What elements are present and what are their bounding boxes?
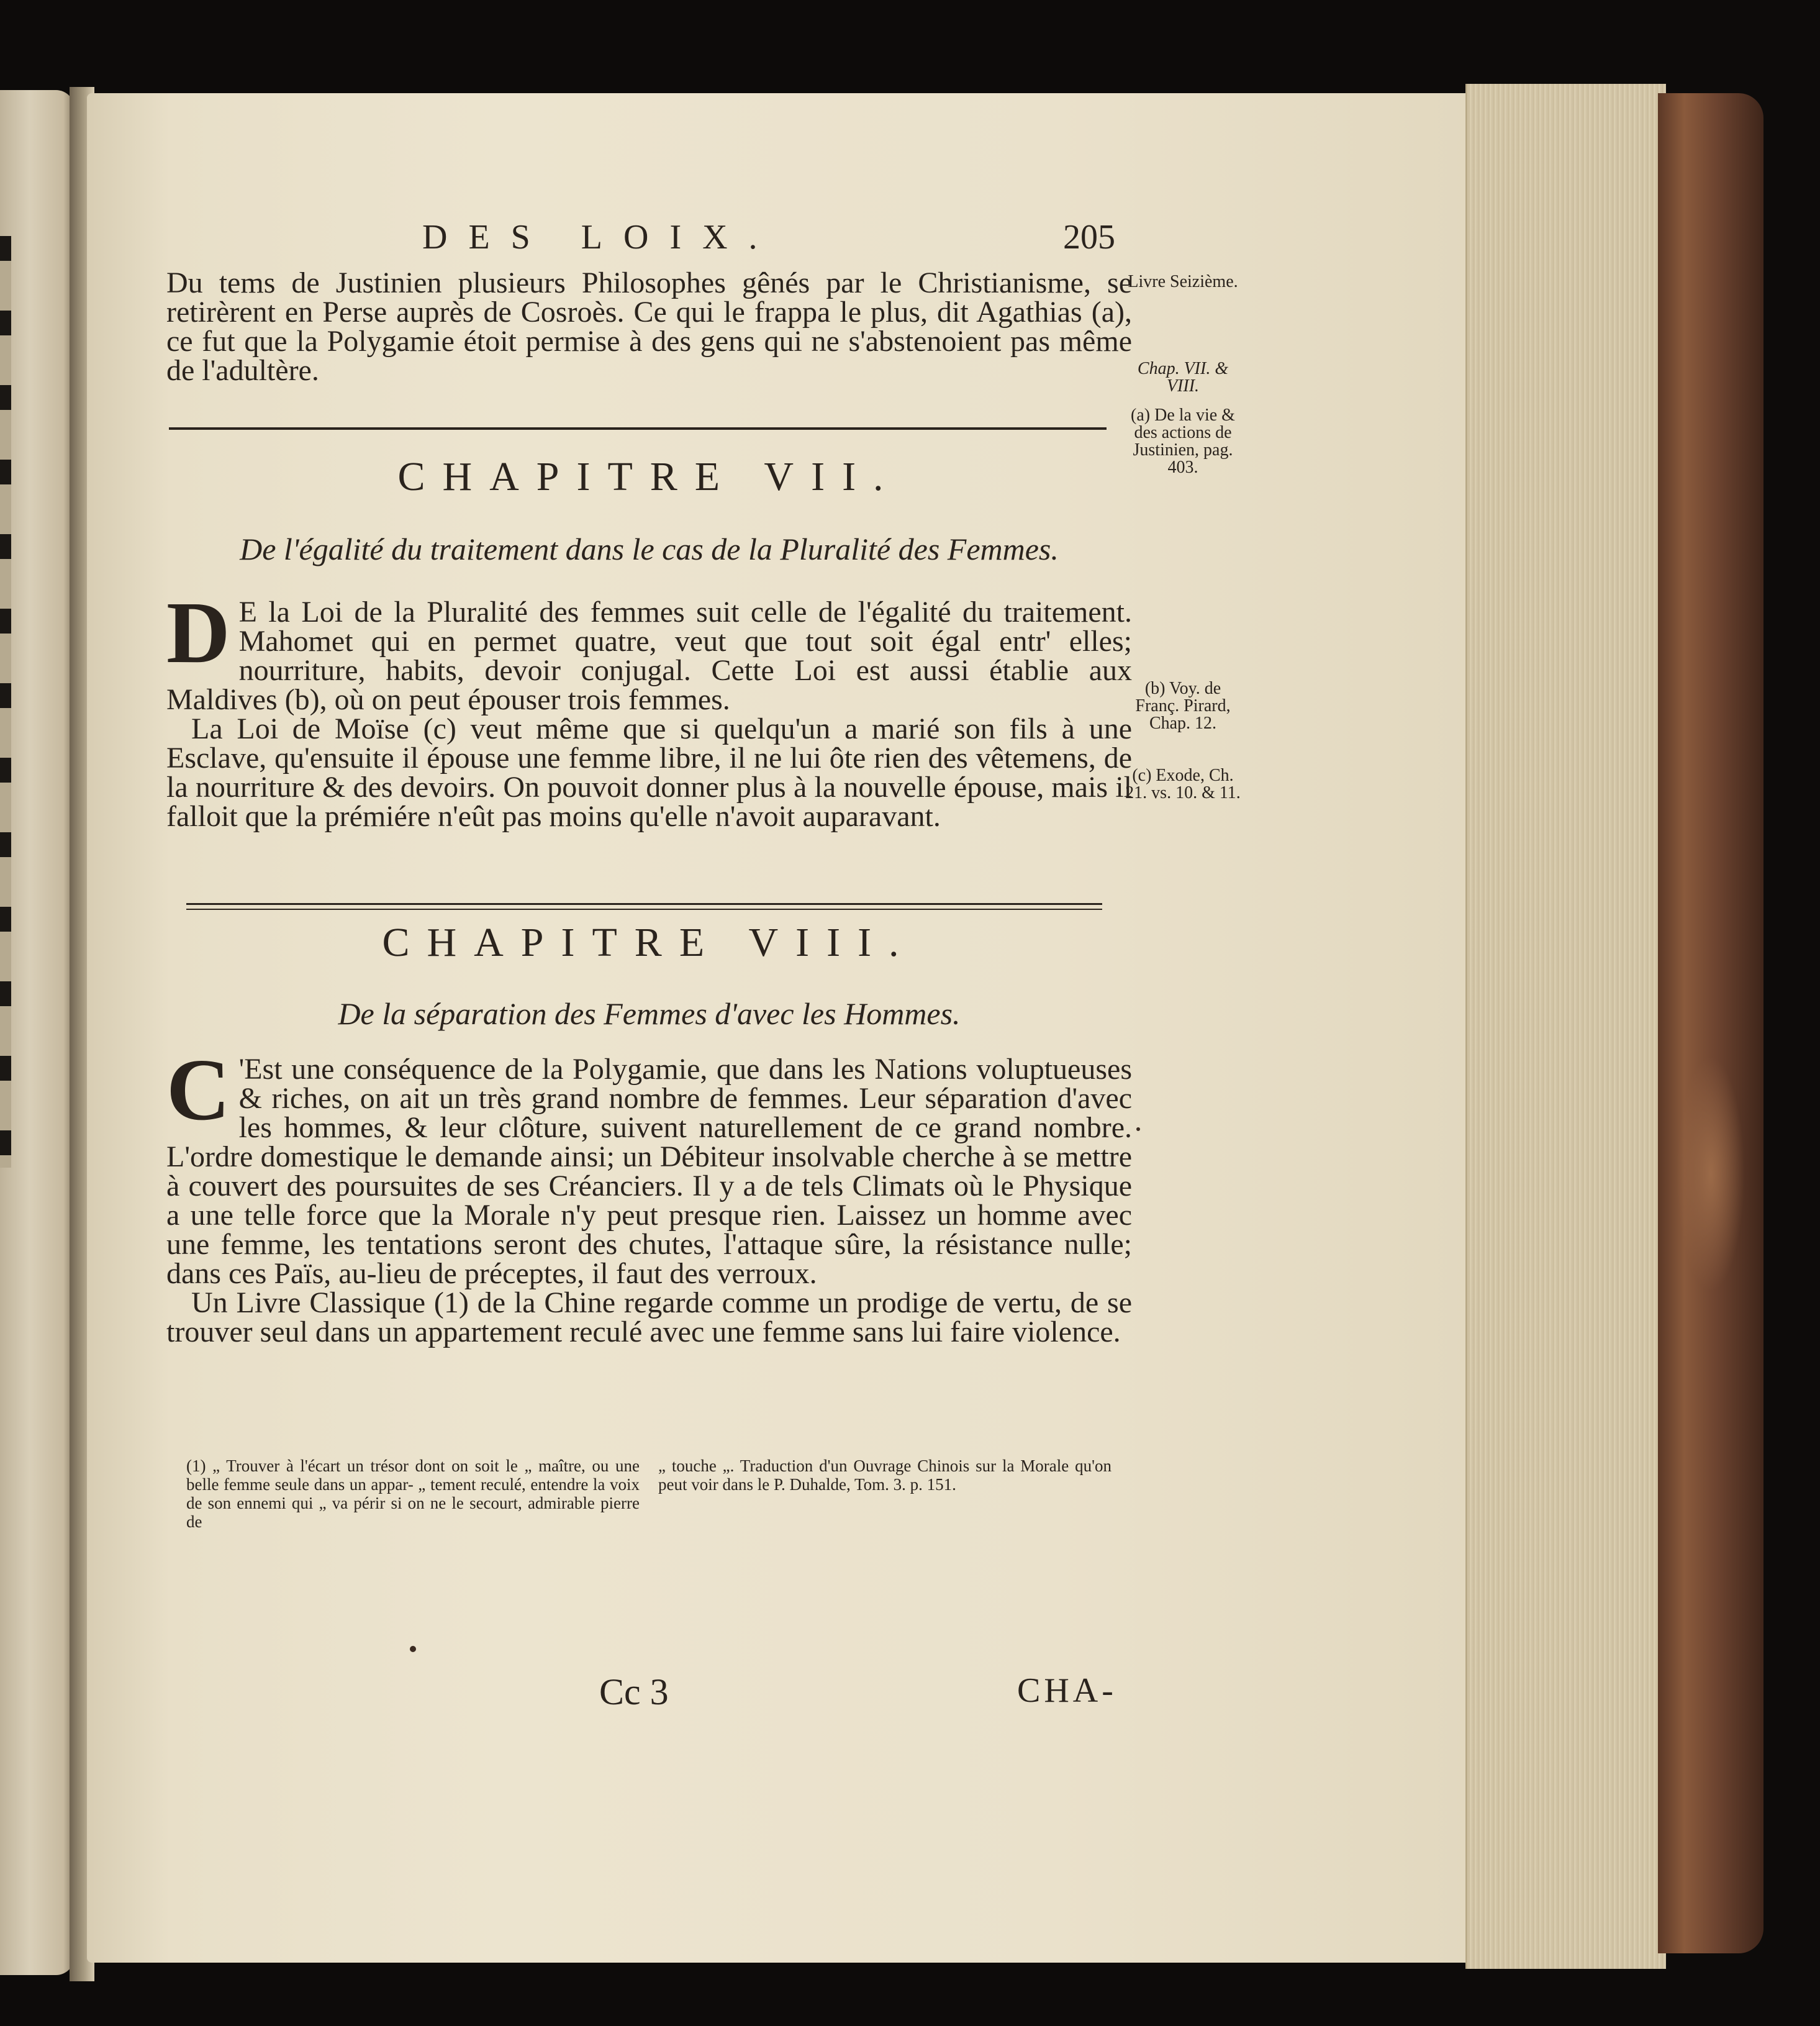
chapter7-title: CHAPITRE VII. bbox=[397, 454, 901, 499]
section-rule-1 bbox=[169, 427, 1107, 430]
footnote-left: (1) „ Trouver à l'écart un trésor dont on soit le „ maître, ou une belle femme seule dans un appar- „ tement reculé, entendre la voix de son ennemi qui „ va périr si on ne le secourt, admirable pierre de bbox=[186, 1456, 640, 1531]
leather-cover bbox=[1658, 93, 1763, 1953]
chapter8-subtitle: De la séparation des Femmes d'avec les Hommes. bbox=[338, 996, 961, 1031]
paper-speck bbox=[410, 1646, 416, 1652]
signature-mark: Cc 3 bbox=[599, 1671, 669, 1712]
running-head bbox=[0, 217, 1820, 255]
left-page-text-edge bbox=[0, 236, 11, 1168]
catchword: CHA- bbox=[1017, 1671, 1117, 1710]
margin-note-chapters-text: Chap. VII. & VIII. bbox=[1137, 359, 1229, 396]
margin-note-a bbox=[1124, 407, 1242, 476]
chapter8-title: CHAPITRE VIII. bbox=[382, 920, 917, 965]
chapter7-para1: E la Loi de la Pluralité des femmes suit celle de l'égalité du traitement. Mahomet qui en permet quatre, veut que tout soit égal entr' elles; nourriture, habits, devoir conjugal. Cette Loi est aussi établie aux Maldives (b), où on peut épouser trois femmes. bbox=[166, 596, 1132, 716]
margin-note-b bbox=[1124, 680, 1242, 732]
section-rule-2 bbox=[186, 903, 1102, 910]
page-block-edge bbox=[1465, 84, 1666, 1969]
running-head-title: DES LOIX. bbox=[422, 218, 779, 257]
chapter7-text bbox=[166, 583, 1132, 833]
margin-note-book bbox=[1124, 273, 1242, 291]
chapter7-dropcap: D bbox=[166, 583, 230, 681]
chapter8-para2: Un Livre Classique (1) de la Chine regarde comme un prodige de vertu, de se trouver seul dans un appartement reculé avec une femme sans lui faire violence. bbox=[166, 1286, 1132, 1348]
chapter7-para2: La Loi de Moïse (c) veut même que si quelqu'un a marié son fils à une Esclave, qu'ensuite il épouse une femme libre, il ne lui ôte rien des vêtemens, de la nourriture & des devoirs. On pouvoit donner plus à la nouvelle épouse, mais il falloit que la prémiére n'eût pas moins qu'elle n'avoit auparavant. bbox=[166, 712, 1132, 833]
margin-note-b-text: (b) Voy. de Franç. Pirard, Chap. 12. bbox=[1135, 679, 1231, 733]
margin-note-c bbox=[1124, 767, 1242, 802]
paper-speck bbox=[1136, 1127, 1140, 1131]
chapter7-subtitle: De l'égalité du traitement dans le cas de la Pluralité des Femmes. bbox=[240, 532, 1059, 566]
footnote-right: „ touche „. Traduction d'un Ouvrage Chinois sur la Morale qu'on peut voir dans le P. Duhalde, Tom. 3. p. 151. bbox=[658, 1456, 1111, 1494]
chapter8-para1: 'Est une conséquence de la Polygamie, que dans les Nations voluptueuses & riches, on ait un très grand nombre de femmes. Leur séparation d'avec les hommes, & leur clôture, suivent naturellement de ce grand nombre. L'ordre domestique le demande ainsi; un Débiteur insolvable cherche à se mettre à couvert des poursuites de ses Créanciers. Il y a de tels Climats où le Physique a une telle force que la Morale n'y peut presque rien. Laissez un homme avec une femme, les tentations seront des chutes, l'attaque sûre, la résistance nulle; dans ces Païs, au-lieu de préceptes, il faut des verroux. bbox=[166, 1053, 1132, 1290]
page-number: 205 bbox=[1063, 218, 1115, 257]
chapter8-text bbox=[166, 1040, 1132, 1348]
left-page-edge bbox=[0, 90, 75, 1975]
margin-note-book-text: Livre Seizième. bbox=[1128, 272, 1238, 291]
opening-paragraph: Du tems de Justinien plusieurs Philosophes gênés par le Christianisme, se retirèrent en Perse auprès de Cosroès. Ce qui le frappa le plus, dit Agathias (a), ce fut que la Polygamie étoit permise à des gens qui ne s'abstenoient pas même de l'adultère. bbox=[166, 266, 1132, 387]
margin-note-c-text: (c) Exode, Ch. 21. vs. 10. & 11. bbox=[1125, 766, 1241, 802]
cover-wear-spot bbox=[1677, 1056, 1745, 1292]
chapter8-dropcap: C bbox=[166, 1040, 230, 1138]
margin-note-a-text: (a) De la vie & des actions de Justinien, pag. 403. bbox=[1131, 406, 1235, 477]
margin-note-chapters bbox=[1124, 360, 1242, 395]
